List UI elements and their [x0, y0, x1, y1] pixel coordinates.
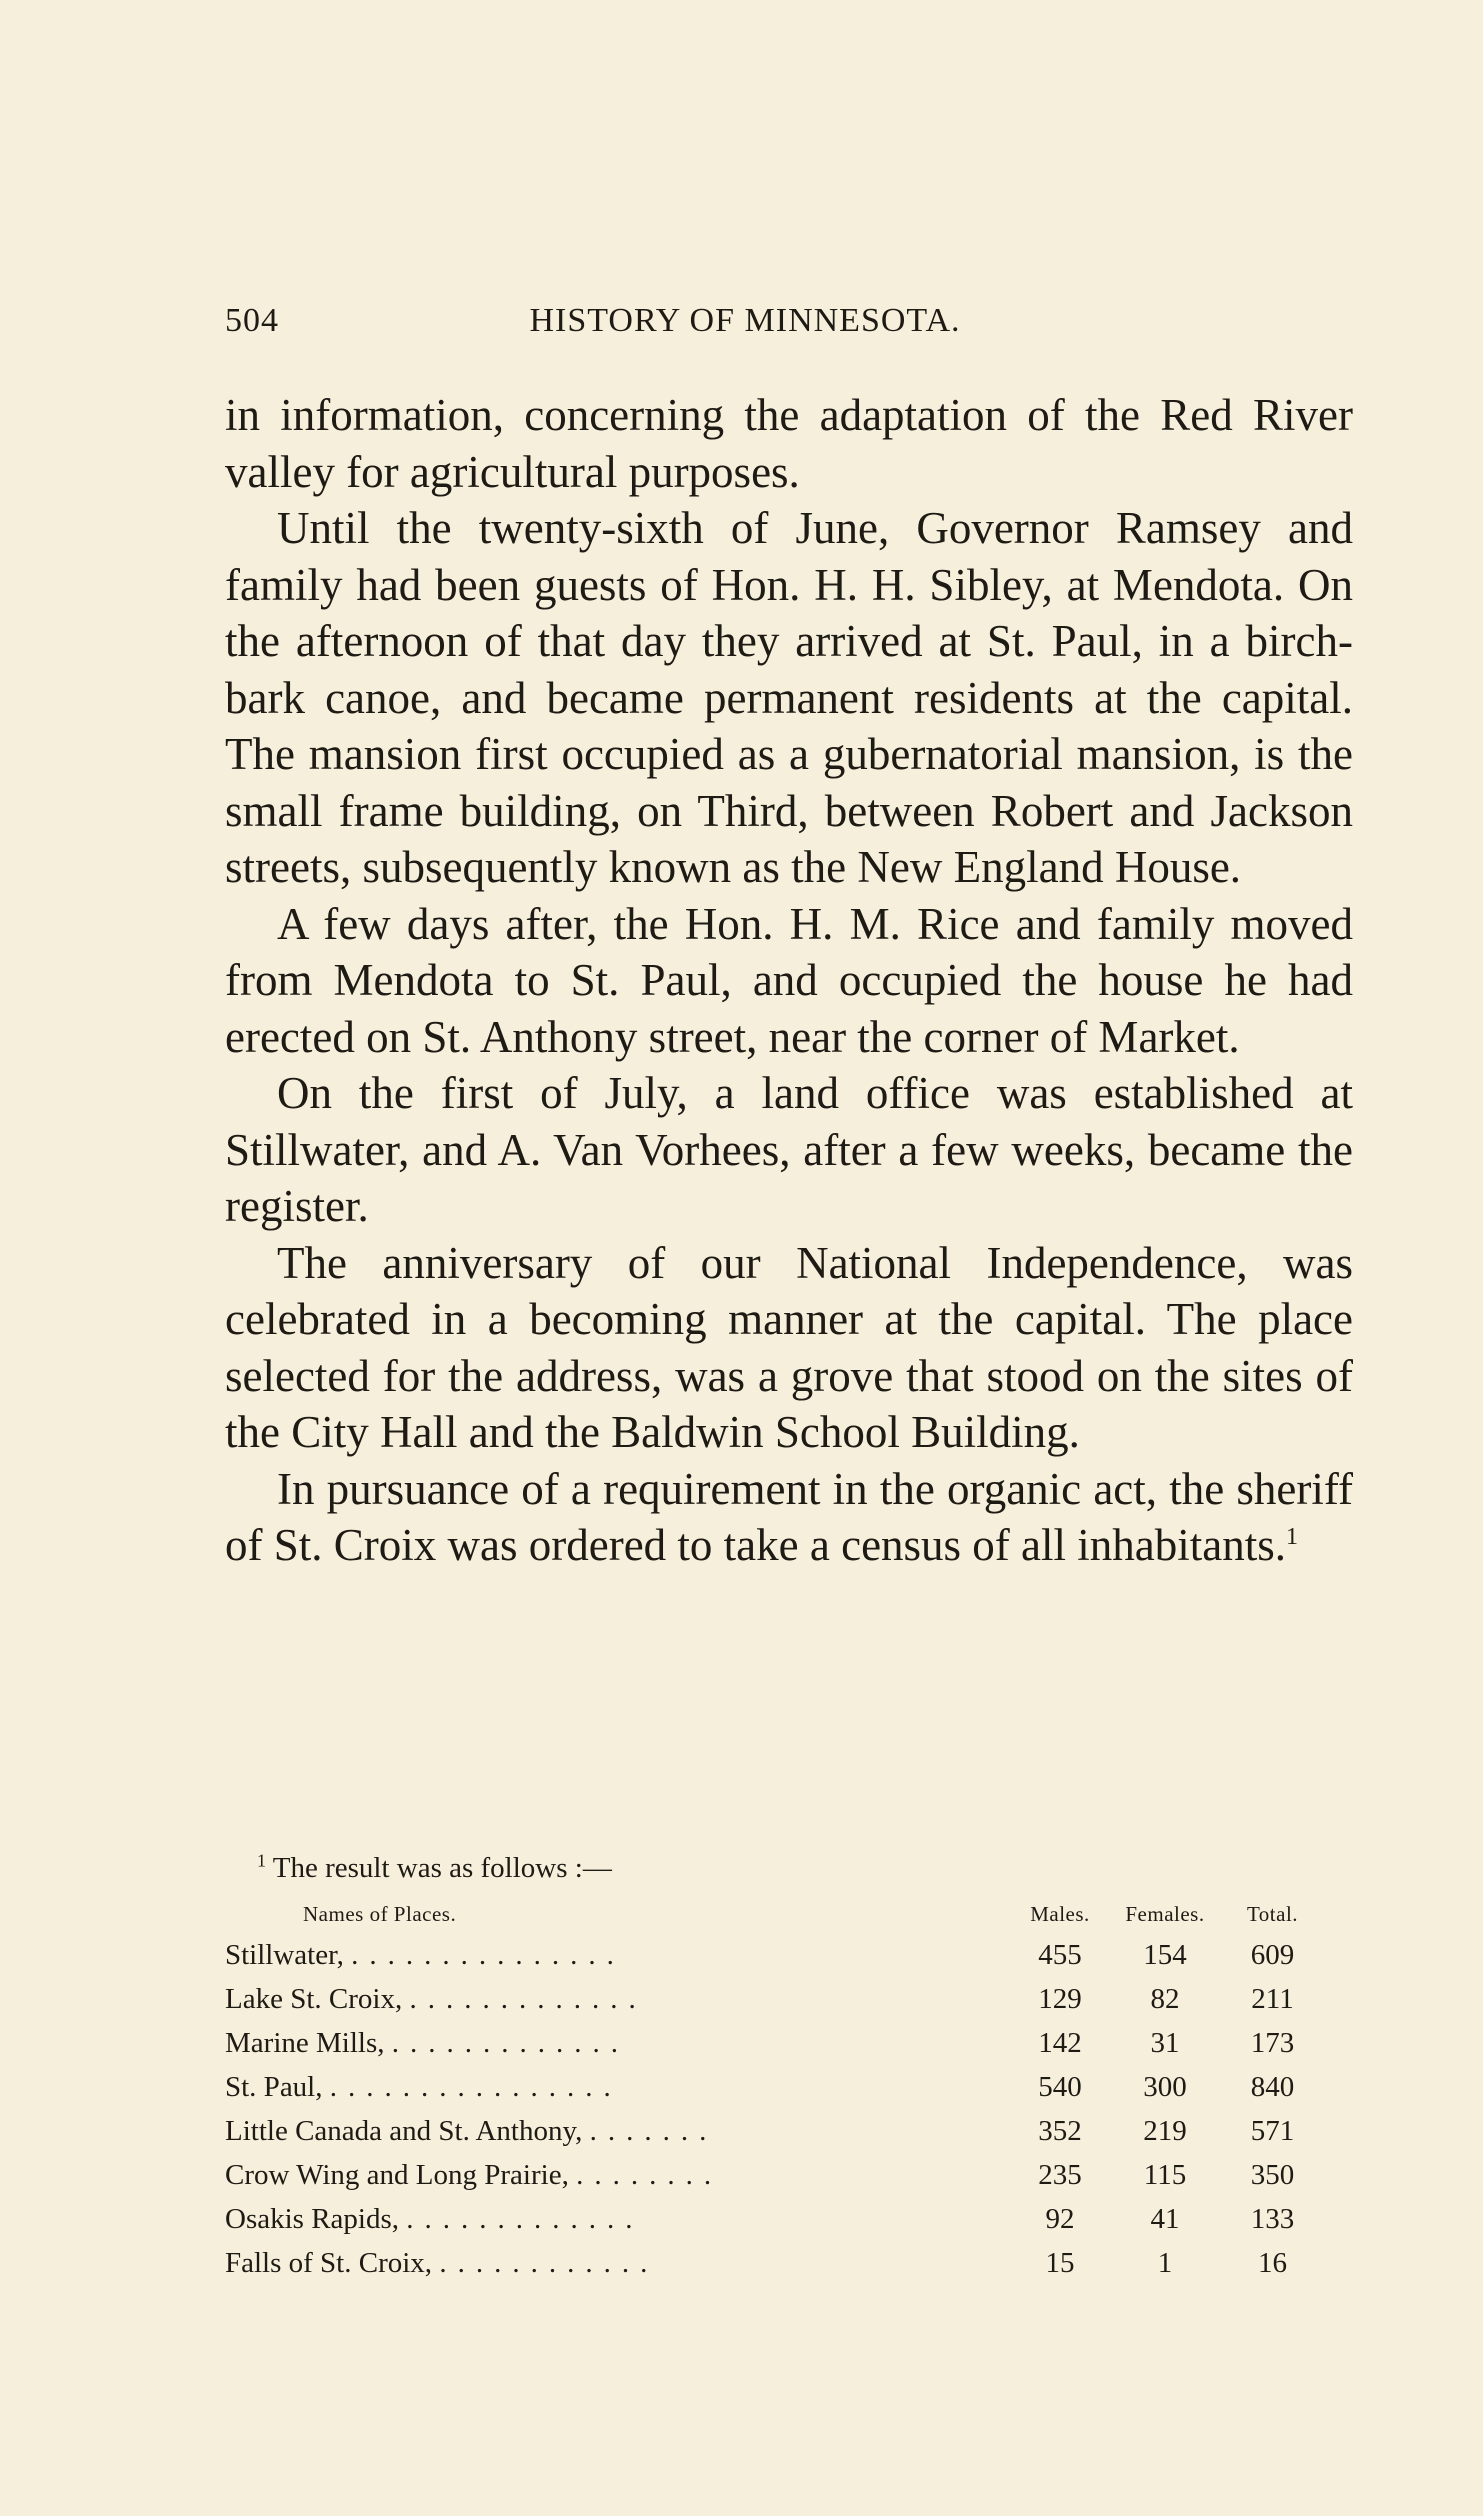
- males-cell: 540: [1038, 2070, 1082, 2103]
- place-name: Little Canada and St. Anthony,: [225, 2114, 583, 2147]
- females-cell: 41: [1150, 2202, 1180, 2235]
- header-places: Names of Places.: [303, 1902, 457, 1926]
- place-name: Crow Wing and Long Prairie,: [225, 2158, 569, 2191]
- females-cell: 115: [1143, 2158, 1187, 2191]
- dot-leaders: .............: [406, 2202, 644, 2235]
- females-cell: 31: [1150, 2026, 1180, 2059]
- header-total: Total.: [1246, 1902, 1299, 1926]
- footnote-mark: 1: [257, 1850, 266, 1871]
- dot-leaders: ........: [576, 2158, 723, 2191]
- place-name: Falls of St. Croix,: [225, 2246, 433, 2279]
- body-text: [225, 387, 1353, 1574]
- place-name: Lake St. Croix,: [225, 1982, 403, 2015]
- table-row: [225, 2153, 1325, 2197]
- dot-leaders: ...............: [351, 1938, 625, 1971]
- place-name: Stillwater,: [225, 1938, 344, 1971]
- males-cell: 15: [1045, 2246, 1075, 2279]
- table-row: [225, 2109, 1325, 2153]
- males-cell: 142: [1038, 2026, 1082, 2059]
- running-title: HISTORY OF MINNESOTA.: [529, 302, 961, 339]
- paragraph: [225, 1461, 1353, 1574]
- footnote: [225, 1848, 1353, 2285]
- males-cell: 235: [1038, 2158, 1082, 2191]
- dot-leaders: .............: [409, 1982, 647, 2015]
- total-cell: 16: [1258, 2246, 1287, 2279]
- males-cell: 129: [1038, 1982, 1082, 2015]
- footnote-reference: 1: [1286, 1524, 1298, 1550]
- males-cell: 92: [1045, 2202, 1075, 2235]
- dot-leaders: .......: [589, 2114, 718, 2147]
- total-cell: 840: [1250, 2070, 1295, 2103]
- table-row: [225, 2021, 1325, 2065]
- total-cell: 571: [1250, 2114, 1295, 2147]
- paragraph: A few days after, the Hon. H. M. Rice and family moved from Mendota to St. Paul, and occupied the house he had erected on St. Anthony street, near the corner of Market.: [225, 898, 1353, 1062]
- total-cell: 609: [1250, 1938, 1295, 1971]
- dot-leaders: ................: [329, 2070, 622, 2103]
- table-row: [225, 1933, 1325, 1977]
- males-cell: 455: [1038, 1938, 1082, 1971]
- census-table: [225, 1900, 1325, 2285]
- total-cell: 173: [1250, 2026, 1295, 2059]
- header-males: Males.: [1030, 1902, 1090, 1926]
- place-name: Marine Mills,: [225, 2026, 385, 2059]
- dot-leaders: ............: [439, 2246, 659, 2279]
- header-females: Females.: [1125, 1902, 1205, 1926]
- footnote-intro-text: The result was as follows :—: [272, 1852, 612, 1884]
- females-cell: 1: [1157, 2246, 1173, 2279]
- paragraph: Until the twenty-sixth of June, Governor Ramsey and family had been guests of Hon. H. H. Sibley, at Mendota. On the afternoon of that day they arrived at St. Paul, in a birch-bark canoe, and became permanent residents at the capital. The mansion first occupied as a gubernatorial mansion, is the small frame building, on Third, between Robert and Jackson streets, subsequently known as the New England House.: [225, 503, 1353, 892]
- page-header: [225, 302, 1265, 352]
- males-cell: 352: [1038, 2114, 1082, 2147]
- total-cell: 350: [1250, 2158, 1295, 2191]
- place-name: Osakis Rapids,: [225, 2202, 399, 2235]
- table-header-row: [225, 1900, 1325, 1933]
- place-name: St. Paul,: [225, 2070, 323, 2103]
- table-row: [225, 2197, 1325, 2241]
- paragraph: The anniversary of our National Independence, was celebrated in a becoming manner at the capital. The place selected for the address, was a grove that stood on the sites of the City Hall and the Baldwin School Building.: [225, 1237, 1353, 1457]
- table-row: [225, 1977, 1325, 2021]
- dot-leaders: .............: [391, 2026, 629, 2059]
- table-row: [225, 2065, 1325, 2109]
- females-cell: 154: [1143, 1938, 1187, 1971]
- paragraph: in information, concerning the adaptation of the Red River valley for agricultural purposes.: [225, 390, 1353, 497]
- paragraph: On the first of July, a land office was established at Stillwater, and A. Van Vorhees, after a few weeks, became the register.: [225, 1068, 1353, 1231]
- females-cell: 219: [1143, 2114, 1187, 2147]
- females-cell: 300: [1143, 2070, 1187, 2103]
- footnote-intro: [257, 1848, 1353, 1888]
- total-cell: 211: [1251, 1982, 1294, 2015]
- table-row: [225, 2241, 1325, 2285]
- page-number: 504: [225, 302, 279, 339]
- females-cell: 82: [1150, 1982, 1180, 2015]
- paragraph-text: In pursuance of a requirement in the organic act, the sheriff of St. Croix was ordered to take a census of all inhabitants.: [225, 1463, 1353, 1570]
- total-cell: 133: [1250, 2202, 1295, 2235]
